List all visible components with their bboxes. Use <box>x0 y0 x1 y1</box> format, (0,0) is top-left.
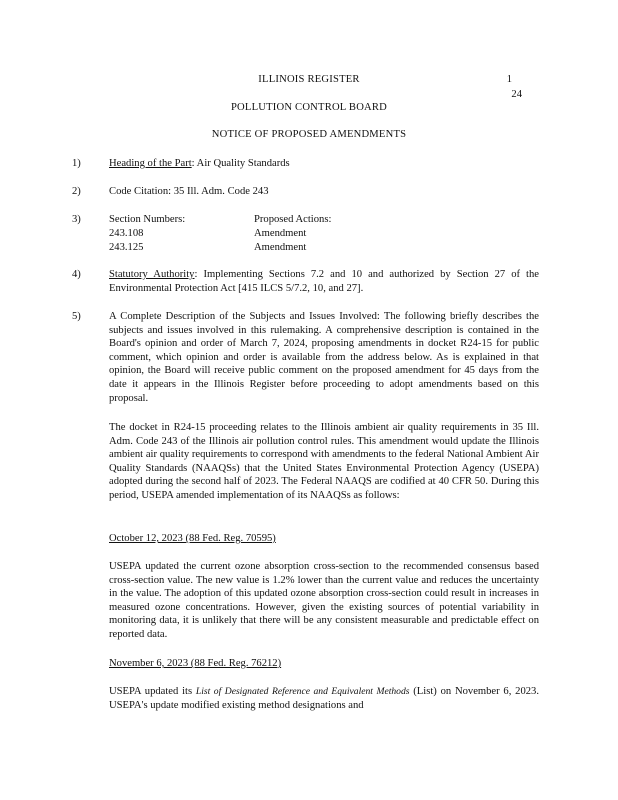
board-title: POLLUTION CONTROL BOARD <box>230 102 388 113</box>
item-heading <box>109 157 539 171</box>
list-title: List of Designated Reference and Equivalent Methods <box>195 686 410 697</box>
proposed-action: Amendment <box>254 228 307 239</box>
proposed-action: Amendment <box>254 242 307 253</box>
notice-title: NOTICE OF PROPOSED AMENDMENTS <box>211 129 407 140</box>
section-numbers-header: Section Numbers: <box>109 214 186 225</box>
subsection-paragraph-november <box>109 685 539 712</box>
description-paragraph-2: The docket in R24-15 proceeding relates to the Illinois ambient air quality requirements in 35 Ill. Adm. Code 243 of the Illinois air pollution control rules. This amendment would update the Illinois ambient air quality requirements to correspond with amendments to the federal National Ambient Air Quality Standards (NAAQSs) that the United States Environmental Protection Agency (USEPA) adopted during the second half of 2023. The Federal NAAQS are codified at 40 CFR 50. During this period, USEPA amended implementation of its NAAQSs as follows: <box>109 422 539 501</box>
subsection-heading-october <box>109 532 539 546</box>
subsection-heading-text: November 6, 2023 (88 Fed. Reg. 76212) <box>109 658 282 669</box>
paragraph-end: (List) on November 6, 2023. USEPA's update modified existing method designations and <box>109 686 539 711</box>
item-number-1: 1) <box>72 158 81 169</box>
subsection-heading-november <box>109 657 539 671</box>
subsection-paragraph-october: USEPA updated the current ozone absorption cross-section to the recommended consensus based cross-section value. The new value is 1.2% lower than the current value and reduces the uncertainty in the value. The adoption of this updated ozone absorption cross-section could result in increases in measured ozone concentrations. However, given the existing sources of potential variability in monitoring data, it is unlikely that there will be any consistent measurable and predictable effect on reported data. <box>109 561 539 640</box>
heading-label: Heading of the Part <box>109 158 192 169</box>
item-number-3: 3) <box>72 214 81 225</box>
subsection-heading-text: October 12, 2023 (88 Fed. Reg. 70595) <box>109 533 276 544</box>
register-title: ILLINOIS REGISTER <box>258 74 360 85</box>
section-table <box>109 213 539 255</box>
paragraph-start: USEPA updated its <box>109 686 196 697</box>
heading-text: : Air Quality Standards <box>191 158 290 169</box>
statutory-authority <box>109 268 539 295</box>
section-number: 243.125 <box>109 242 144 253</box>
page-number: 1 <box>506 74 512 85</box>
page-subnumber: 24 <box>511 89 522 100</box>
statutory-authority-text: : Implementing Sections 7.2 and 10 and authorized by Section 27 of the Environmental Protection Act [415 ILCS 5/7.2, 10, and 27]. <box>109 269 539 294</box>
item-number-2: 2) <box>72 186 81 197</box>
description-paragraph-1: A Complete Description of the Subjects and Issues Involved: The following briefly describes the subjects and issues involved in this rulemaking. A comprehensive description is contained in the Board's opinion and order of March 7, 2024, proposing amendments in docket R24-15 for public comment, which opinion and order is available from the address below. As is explained in that opinion, the Board will receive public comment on the proposed amendment for 45 days from the date it appears in the Illinois Register before proceeding to adopt amendments based on this proposal. <box>109 311 539 404</box>
statutory-authority-label: Statutory Authority <box>109 269 195 280</box>
item-number-4: 4) <box>72 269 81 280</box>
item-number-5: 5) <box>72 311 81 322</box>
section-number: 243.108 <box>109 228 144 239</box>
code-citation: Code Citation: 35 Ill. Adm. Code 243 <box>109 186 269 197</box>
proposed-actions-header: Proposed Actions: <box>254 214 332 225</box>
